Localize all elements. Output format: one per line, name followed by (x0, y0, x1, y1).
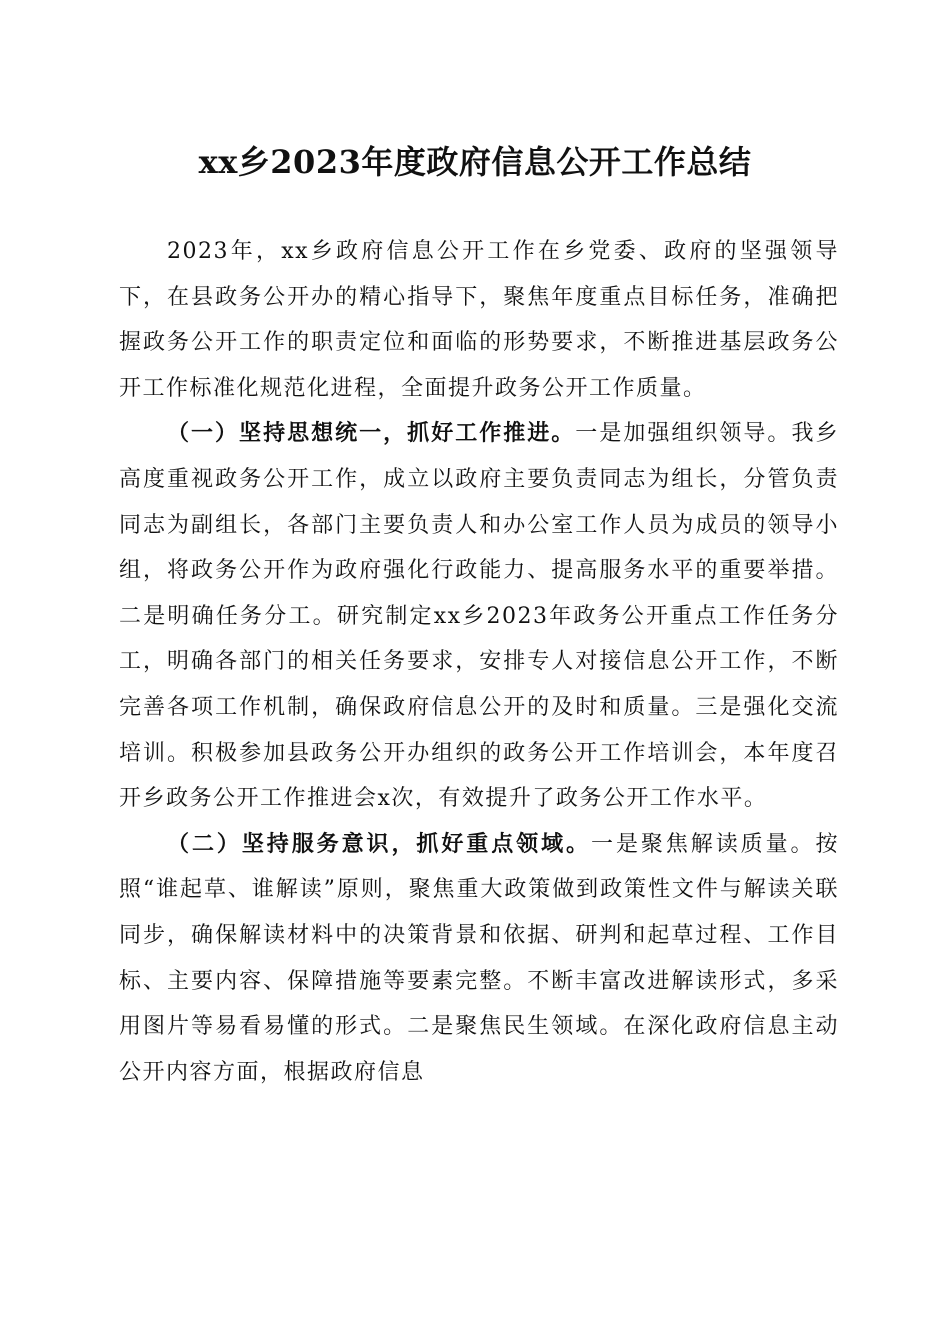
section-heading-2: （二）坚持服务意识，抓好重点领域。 (167, 830, 591, 857)
document-body (119, 229, 839, 1095)
section-paragraph-1 (119, 411, 839, 821)
document-title: xx乡2023年度政府信息公开工作总结 (198, 143, 752, 181)
section-text-2: 一是聚焦解读质量。按照“谁起草、谁解读”原则，聚焦重大政策做到政策性文件与解读关联同步，确保解读材料中的决策背景和依据、研判和起草过程、工作目标、主要内容、保障措施等要素完整。不断丰富改进解读形式，多采用图片等易看易懂的形式。二是聚焦民生领域。在深化政府信息主动公开内容方面，根据政府信息 (119, 831, 839, 1085)
section-heading-1: （一）坚持思想统一，抓好工作推进。 (167, 420, 576, 447)
intro-paragraph: 2023年，xx乡政府信息公开工作在乡党委、政府的坚强领导下，在县政务公开办的精心指导下，聚焦年度重点目标任务，准确把握政务公开工作的职责定位和面临的形势要求，不断推进基层政务公开工作标准化规范化进程，全面提升政务公开工作质量。 (119, 239, 839, 401)
section-text-1: 一是加强组织领导。我乡高度重视政务公开工作，成立以政府主要负责同志为组长，分管负责同志为副组长，各部门主要负责人和办公室工作人员为成员的领导小组，将政务公开作为政府强化行政能力、提高服务水平的重要举措。二是明确任务分工。研究制定xx乡2023年政务公开重点工作任务分工，明确各部门的相关任务要求，安排专人对接信息公开工作，不断完善各项工作机制，确保政府信息公开的及时和质量。三是强化交流培训。积极参加县政务公开办组织的政务公开工作培训会，本年度召开乡政务公开工作推进会x次，有效提升了政务公开工作水平。 (119, 421, 839, 812)
section-paragraph-2 (119, 822, 839, 1096)
